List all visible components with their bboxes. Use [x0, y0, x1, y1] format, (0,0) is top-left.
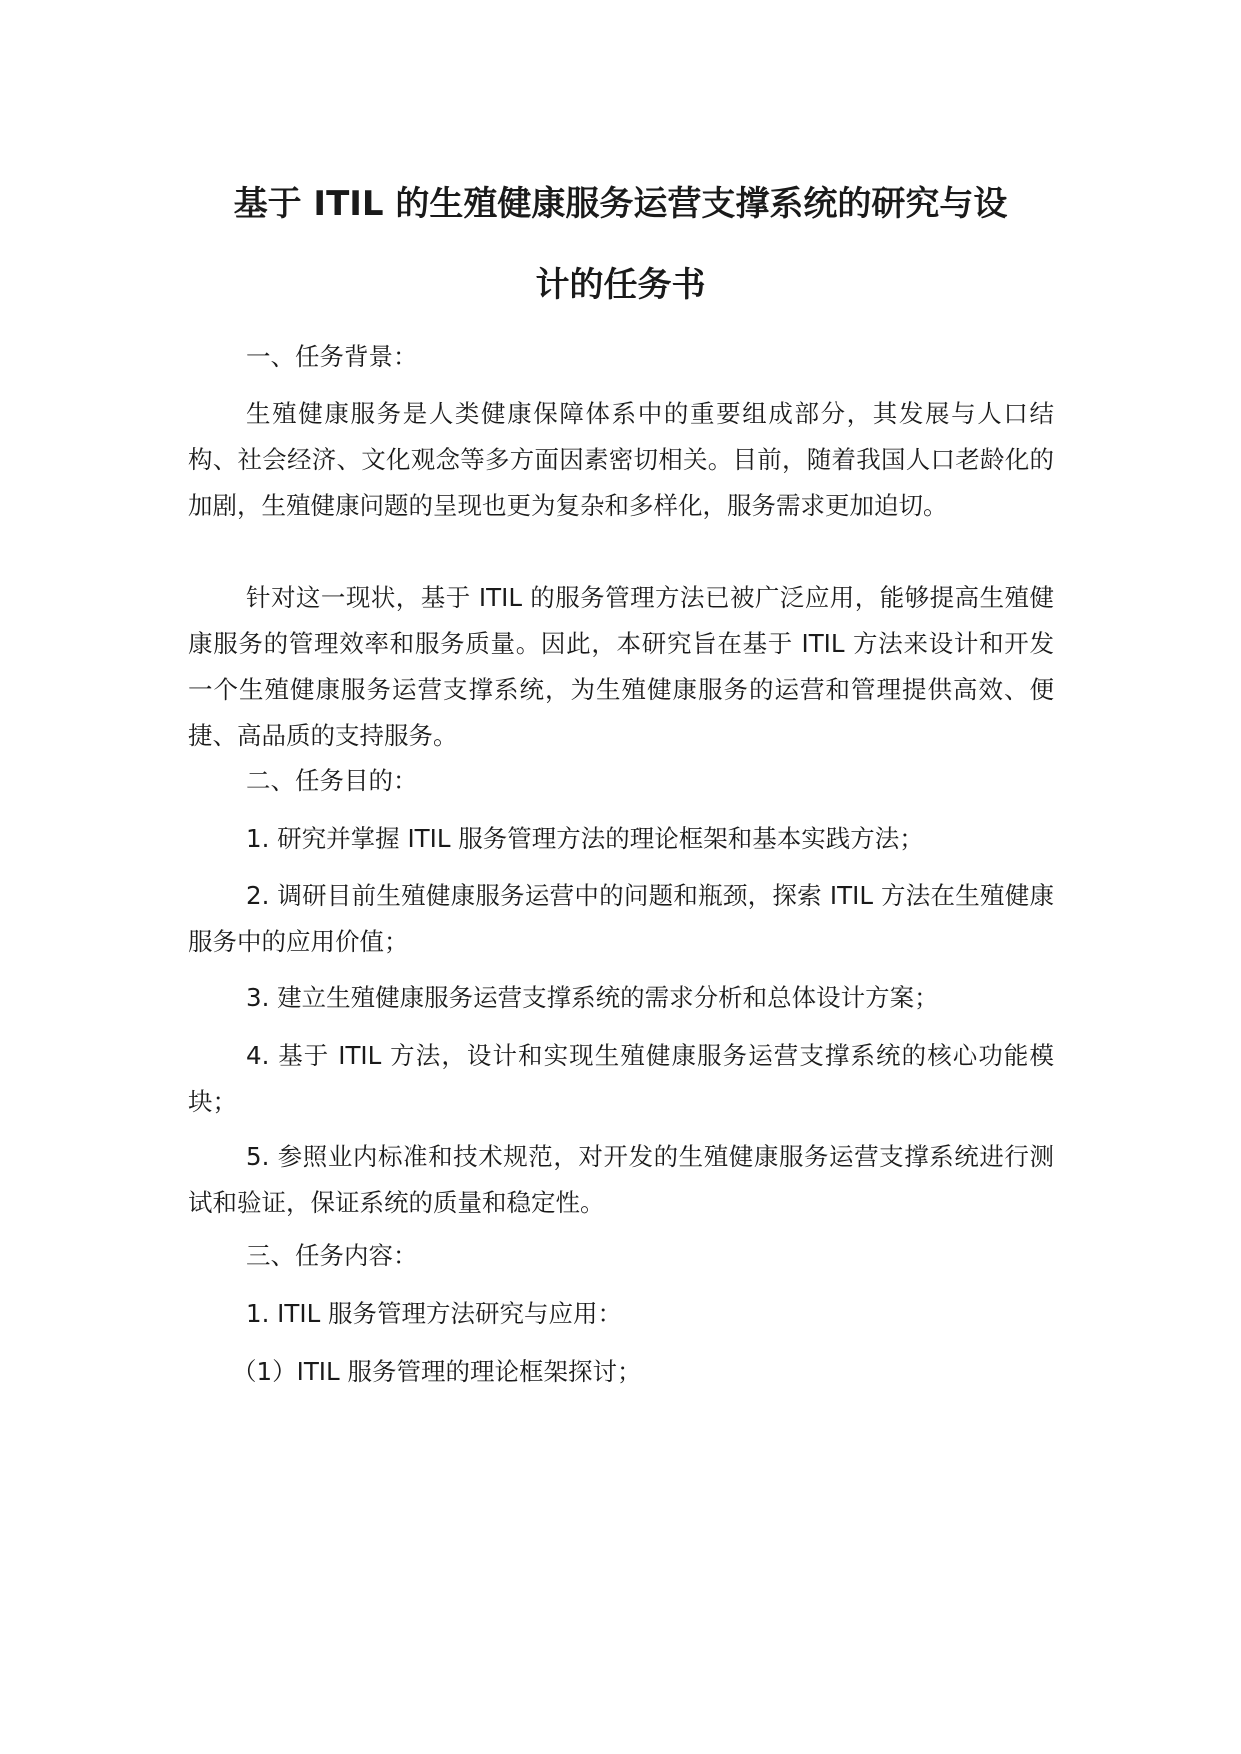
- section-1-paragraph-1-block: [188, 391, 1054, 529]
- section-1-paragraph-2-block: [188, 575, 1054, 759]
- goal-item-4-block: [188, 1033, 1054, 1125]
- goal-item-5-block: [188, 1134, 1054, 1226]
- document-title-line-1: 基于 ITIL 的生殖健康服务运营支撑系统的研究与设: [233, 184, 1008, 224]
- goal-item-3-block: [188, 975, 1054, 1021]
- goal-item-5: 5. 参照业内标准和技术规范，对开发的生殖健康服务运营支撑系统进行测试和验证，保证系统的质量和稳定性。: [188, 1142, 1054, 1217]
- goal-item-2-block: [188, 873, 1054, 965]
- section-1-heading-block: [188, 334, 1054, 380]
- document-title-line-2: 计的任务书: [535, 265, 706, 305]
- section-1-heading: 一、任务背景：: [246, 342, 418, 371]
- goal-item-1: 1. 研究并掌握 ITIL 服务管理方法的理论框架和基本实践方法；: [246, 824, 924, 853]
- goal-item-2: 2. 调研目前生殖健康服务运营中的问题和瓶颈，探索 ITIL 方法在生殖健康服务中的应用价值；: [188, 881, 1054, 956]
- section-1-paragraph-2: 针对这一现状，基于 ITIL 的服务管理方法已被广泛应用，能够提高生殖健康服务的管理效率和服务质量。因此，本研究旨在基于 ITIL 方法来设计和开发一个生殖健康服务运营支撑系统，为生殖健康服务的运营和管理提供高效、便捷、高品质的支持服务。: [188, 583, 1054, 750]
- section-3-heading: 三、任务内容：: [246, 1241, 418, 1270]
- goal-item-3: 3. 建立生殖健康服务运营支撑系统的需求分析和总体设计方案；: [246, 983, 939, 1012]
- content-subitem-1: （1）ITIL 服务管理的理论框架探讨；: [232, 1357, 642, 1386]
- section-2-heading: 二、任务目的：: [246, 766, 418, 795]
- content-item-1: 1. ITIL 服务管理方法研究与应用：: [246, 1299, 623, 1328]
- goal-item-4: 4. 基于 ITIL 方法，设计和实现生殖健康服务运营支撑系统的核心功能模块；: [188, 1041, 1054, 1116]
- section-2-heading-block: [188, 758, 1054, 804]
- section-3-heading-block: [188, 1233, 1054, 1279]
- content-item-1-block: [188, 1291, 1054, 1337]
- section-1-paragraph-1: 生殖健康服务是人类健康保障体系中的重要组成部分，其发展与人口结构、社会经济、文化观念等多方面因素密切相关。目前，随着我国人口老龄化的加剧，生殖健康问题的呈现也更为复杂和多样化，服务需求更加迫切。: [188, 399, 1054, 520]
- goal-item-1-block: [188, 816, 1054, 862]
